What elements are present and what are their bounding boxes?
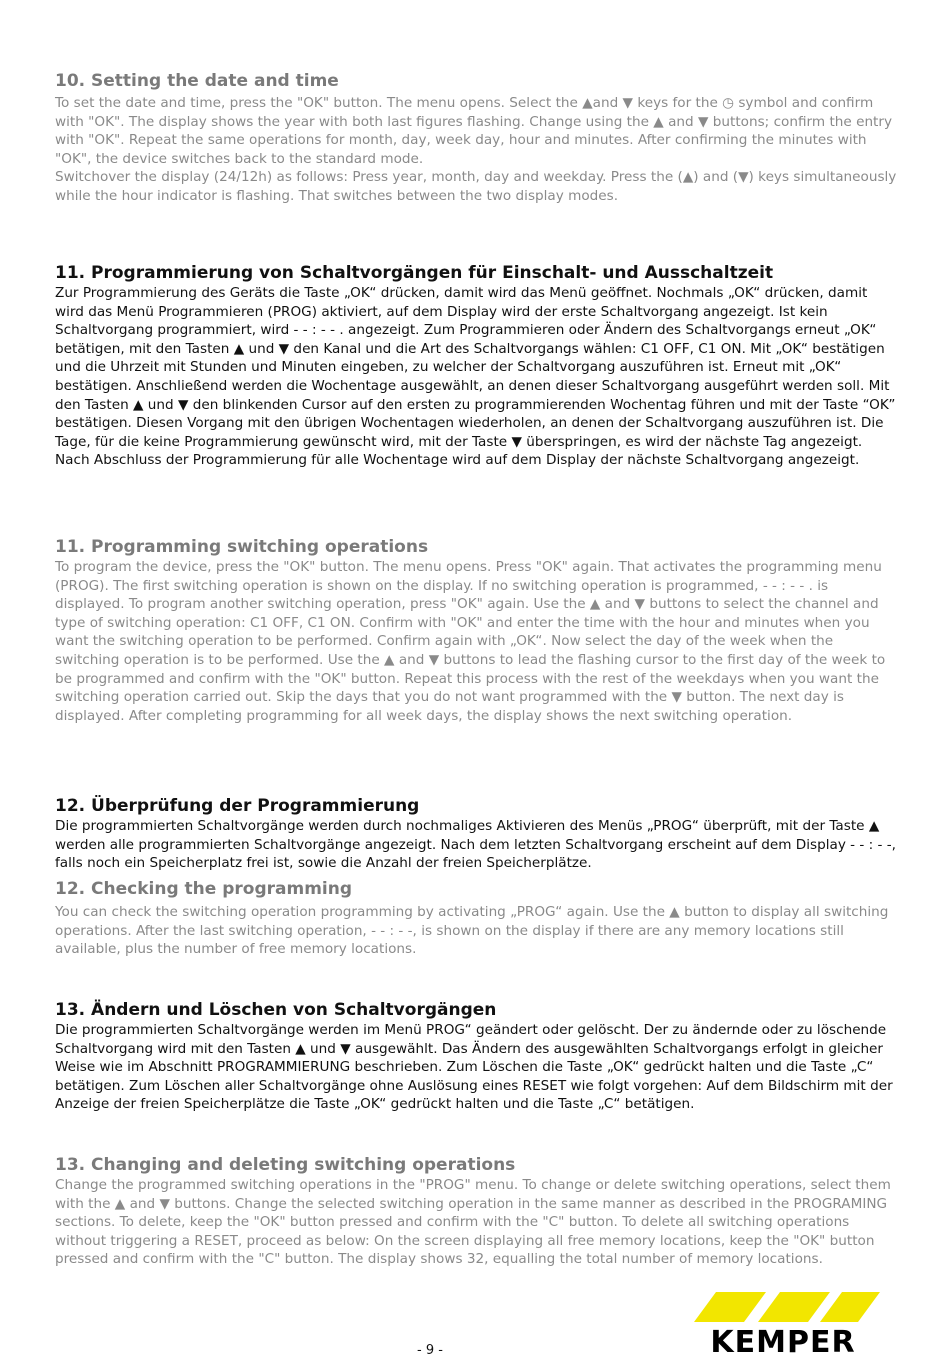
section-12-ueberpruefung [55,795,900,873]
section-13-changing-deleting [55,1154,900,1269]
section-body: Change the programmed switching operations in the "PROG" menu. To change or delete switching operations, select them with the ▲ and ▼ buttons. Change the selected switching operation in the same manner as described in the PROGRAMING sections. To delete, keep the "OK" button pressed and confirm with the "C" button. To delete all switching operations without triggering a RESET, proceed as below: On the screen displaying all free memory locations, keep the "OK" button pressed and confirm with the "C" button. The display shows 32, equalling the total number of memory locations. [55,1177,891,1268]
section-body: Die programmierten Schaltvorgänge werden durch nochmaliges Aktivieren des Menüs „PROG“ überprüft, mit der Taste ▲ werden alle programmierten Schaltvorgänge angezeigt. Nach dem letzten Schaltvorgang erscheint auf dem Display - - : - -, falls noch ein Speicherplatz frei ist, sowie die Anzahl der freien Speicherplätze. [55,818,896,872]
section-heading: 12. Überprüfung der Programmierung [55,796,420,816]
page-number: - 9 - [417,1343,443,1358]
section-12-checking [55,878,900,959]
logo-stripe [694,1292,766,1322]
logo-wordmark: KEMPER [710,1325,856,1360]
section-body: Die programmierten Schaltvorgänge werden im Menü PROG“ geändert oder gelöscht. Der zu ändernde oder zu löschende Schaltvorgang wird mit den Tasten ▲ und ▼ ausgewählt. Das Ändern des ausgewählten Schaltvorgangs erfolgt in gleicher Weise wie im Abschnitt PROGRAMMIERUNG beschrieben. Zum Löschen die Taste „OK“ gedrückt halten und die Taste „C“ betätigen. Zum Löschen aller Schaltvorgänge ohne Auslösung eines RESET wie folgt vorgehen: Auf dem Bildschirm mit der Anzeige der freien Speicherplätze die Taste „OK“ gedrückt halten und die Taste „C“ betätigen. [55,1022,893,1113]
logo-stripe [820,1292,880,1322]
section-11-programming [55,536,900,725]
section-heading: 10. Setting the date and time [55,71,339,91]
section-13-aendern-loeschen [55,999,900,1114]
section-heading: 13. Changing and deleting switching operations [55,1155,516,1175]
section-heading: 11. Programming switching operations [55,537,429,557]
section-body: To set the date and time, press the "OK" button. The menu opens. Select the ▲and ▼ keys for the ◷ symbol and confirm with "OK". The display shows the year with both last figures flashing. Change using the ▲ and ▼ buttons; confirm the entry with "OK". Repeat the same operations for month, day, week day, hour and minutes. After confirming the minutes with "OK", the device switches back to the standard mode. [55,95,893,167]
section-body-2: Switchover the display (24/12h) as follows: Press year, month, day and weekday. Press the (▲) and (▼) keys simultaneously while the hour indicator is flashing. That switches between the two display modes. [55,169,897,204]
section-10-date-time [55,70,900,206]
section-heading: 12. Checking the programming [55,879,353,899]
logo-stripe [758,1292,830,1322]
section-11-programmierung [55,262,900,470]
section-heading: 11. Programmierung von Schaltvorgängen für Einschalt- und Ausschaltzeit [55,263,774,283]
kemper-logo [676,1290,890,1362]
logo-stripes-icon [676,1290,890,1326]
section-body: You can check the switching operation programming by activating „PROG“ again. Use the ▲ button to display all switching operations. After the last switching operation, - - : - -, is shown on the display if there are any memory locations still available, plus the number of free memory locations. [55,904,889,958]
section-body: Zur Programmierung des Geräts die Taste „OK“ drücken, damit wird das Menü geöffnet. Nochmals „OK“ drücken, damit wird das Menü Programmieren (PROG) aktiviert, auf dem Display wird der erste Schaltvorgang angezeigt. Ist kein Schaltvorgang programmiert, wird - - : - - . angezeigt. Zum Programmieren oder Ändern des Schaltvorgangs erneut „OK“ betätigen, mit den Tasten ▲ und ▼ den Kanal und die Art des Schaltvorgangs wählen: C1 OFF, C1 ON. Mit „OK“ bestätigen und die Uhrzeit mit Stunden und Minuten eingeben, zu welcher der Schaltvorgang auszuführen ist. Erneut mit „OK“ bestätigen. Anschließend werden die Wochentage ausgewählt, an denen dieser Schaltvorgang ausgeführt werden soll. Mit den Tasten ▲ und ▼ den blinkenden Cursor auf den ersten zu programmierenden Wochentag führen und mit der Taste “OK” bestätigen. Diesen Vorgang mit den übrigen Wochentagen wiederholen, an denen der Schaltvorgang auszuführen ist. Die Tage, für die keine Programmierung gewünscht wird, mit der Taste ▼ überspringen, es wird der nächste Tag angezeigt. Nach Abschluss der Programmierung für alle Wochentage wird auf dem Display der nächste Schaltvorgang angezeigt. [55,285,896,469]
section-body: To program the device, press the "OK" button. The menu opens. Press "OK" again. That activates the programming menu (PROG). The first switching operation is shown on the display. If no switching operation is programmed, - - : - - . is displayed. To program another switching operation, press "OK" again. Use the ▲ and ▼ buttons to select the channel and type of switching operation: C1 OFF, C1 ON. Confirm with "OK" and enter the time with the hour and minutes when you want the switching operation to be performed. Confirm again with „OK“. Now select the day of the week when the switching operation is to be performed. Use the ▲ and ▼ buttons to lead the flashing cursor to the first day of the week to be programmed and confirm with the "OK" button. Repeat this process with the rest of the weekdays when you want the switching operation carried out. Skip the days that you do not want programmed with the ▼ button. The next day is displayed. After completing programming for all week days, the display shows the next switching operation. [55,559,886,724]
section-heading: 13. Ändern und Löschen von Schaltvorgängen [55,1000,497,1020]
